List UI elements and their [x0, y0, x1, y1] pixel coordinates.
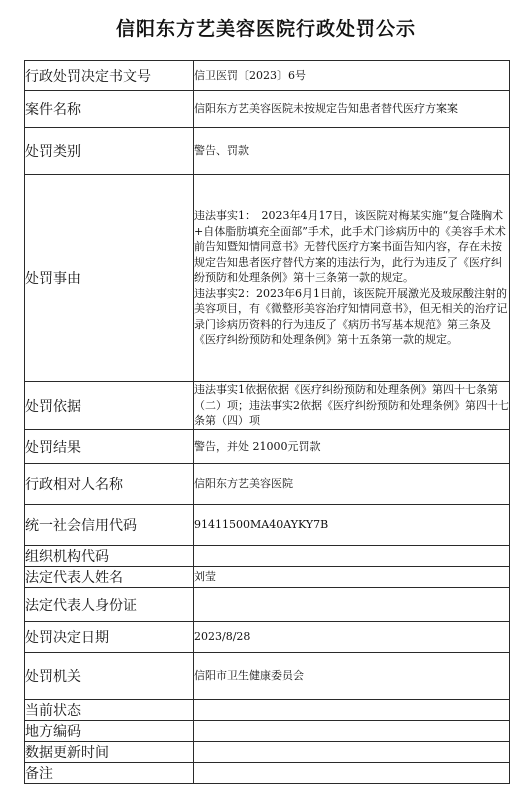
row-label-legal-rep-id: 法定代表人身份证	[25, 588, 194, 622]
violation-fact-2: 违法事实2：2023年6月1日前，该医院开展激光及玻尿酸注射的美容项目，有《微整形美容治疗知情同意书》，但无相关的治疗记录门诊病历资料的行为违反了《病历书写基本规范》第三条及《医疗纠纷预防和处理条例》第十五条第一款的规定。	[194, 286, 508, 347]
row-label-remarks: 备注	[25, 763, 194, 784]
document-title: 信阳东方艺美容医院行政处罚公示	[115, 18, 416, 40]
row-value-decision-date: 2023/8/28	[194, 622, 510, 653]
table-row	[25, 505, 510, 546]
penalty-info-table	[24, 60, 510, 784]
row-label-org-code: 组织机构代码	[25, 546, 194, 567]
row-value-case-name: 信阳东方艺美容医院未按规定告知患者替代医疗方案案	[194, 91, 510, 128]
row-value-counterparty-name: 信阳东方艺美容医院	[194, 464, 510, 505]
table-row	[25, 430, 510, 464]
table-row	[25, 622, 510, 653]
row-label-update-time: 数据更新时间	[25, 742, 194, 763]
row-label-case-name: 案件名称	[25, 91, 194, 128]
row-label-current-status: 当前状态	[25, 700, 194, 721]
row-value-region-code	[194, 721, 510, 742]
table-row	[25, 464, 510, 505]
row-label-penalty-category: 处罚类别	[25, 128, 194, 175]
row-label-penalty-basis: 处罚依据	[25, 382, 194, 430]
table-row	[25, 721, 510, 742]
row-value-authority: 信阳市卫生健康委员会	[194, 653, 510, 700]
row-value-penalty-basis: 违法事实1依据依据《医疗纠纷预防和处理条例》第四十七条第（二）项；违法事实2依据《医疗纠纷预防和处理条例》第四十七条第（四）项	[194, 382, 510, 430]
table-row	[25, 546, 510, 567]
row-value-decision-number: 信卫医罚〔2023〕6号	[194, 61, 510, 91]
row-value-current-status	[194, 700, 510, 721]
table-row	[25, 653, 510, 700]
table-row	[25, 175, 510, 382]
row-value-credit-code: 91411500MA40AYKY7B	[194, 505, 510, 546]
row-label-penalty-reason: 处罚事由	[25, 175, 194, 382]
row-label-penalty-result: 处罚结果	[25, 430, 194, 464]
table-row	[25, 700, 510, 721]
row-value-legal-rep-name: 刘莹	[194, 567, 510, 588]
row-value-penalty-reason	[194, 175, 510, 382]
row-value-remarks	[194, 763, 510, 784]
row-label-counterparty-name: 行政相对人名称	[25, 464, 194, 505]
row-value-penalty-result: 警告，并处 21000元罚款	[194, 430, 510, 464]
row-label-decision-number: 行政处罚决定书文号	[25, 61, 194, 91]
table-row	[25, 61, 510, 91]
table-row	[25, 742, 510, 763]
row-value-org-code	[194, 546, 510, 567]
row-label-legal-rep-name: 法定代表人姓名	[25, 567, 194, 588]
table-row	[25, 382, 510, 430]
row-label-decision-date: 处罚决定日期	[25, 622, 194, 653]
table-row	[25, 763, 510, 784]
table-row	[25, 91, 510, 128]
table-row	[25, 128, 510, 175]
row-label-authority: 处罚机关	[25, 653, 194, 700]
row-label-credit-code: 统一社会信用代码	[25, 505, 194, 546]
row-value-legal-rep-id	[194, 588, 510, 622]
table-row	[25, 588, 510, 622]
violation-fact-1: 违法事实1： 2023年4月17日，该医院对梅某实施“复合隆胸术+自体脂肪填充全面部”手术，此手术门诊病历中的《美容手术术前告知暨知情同意书》无替代医疗方案书面告知内容，存在未按规定告知患者医疗替代方案的违法行为，此行为违反了《医疗纠纷预防和处理条例》第十三条第一款的规定。	[194, 209, 506, 285]
row-value-penalty-category: 警告、罚款	[194, 128, 510, 175]
row-label-region-code: 地方编码	[25, 721, 194, 742]
row-value-update-time	[194, 742, 510, 763]
table-row	[25, 567, 510, 588]
